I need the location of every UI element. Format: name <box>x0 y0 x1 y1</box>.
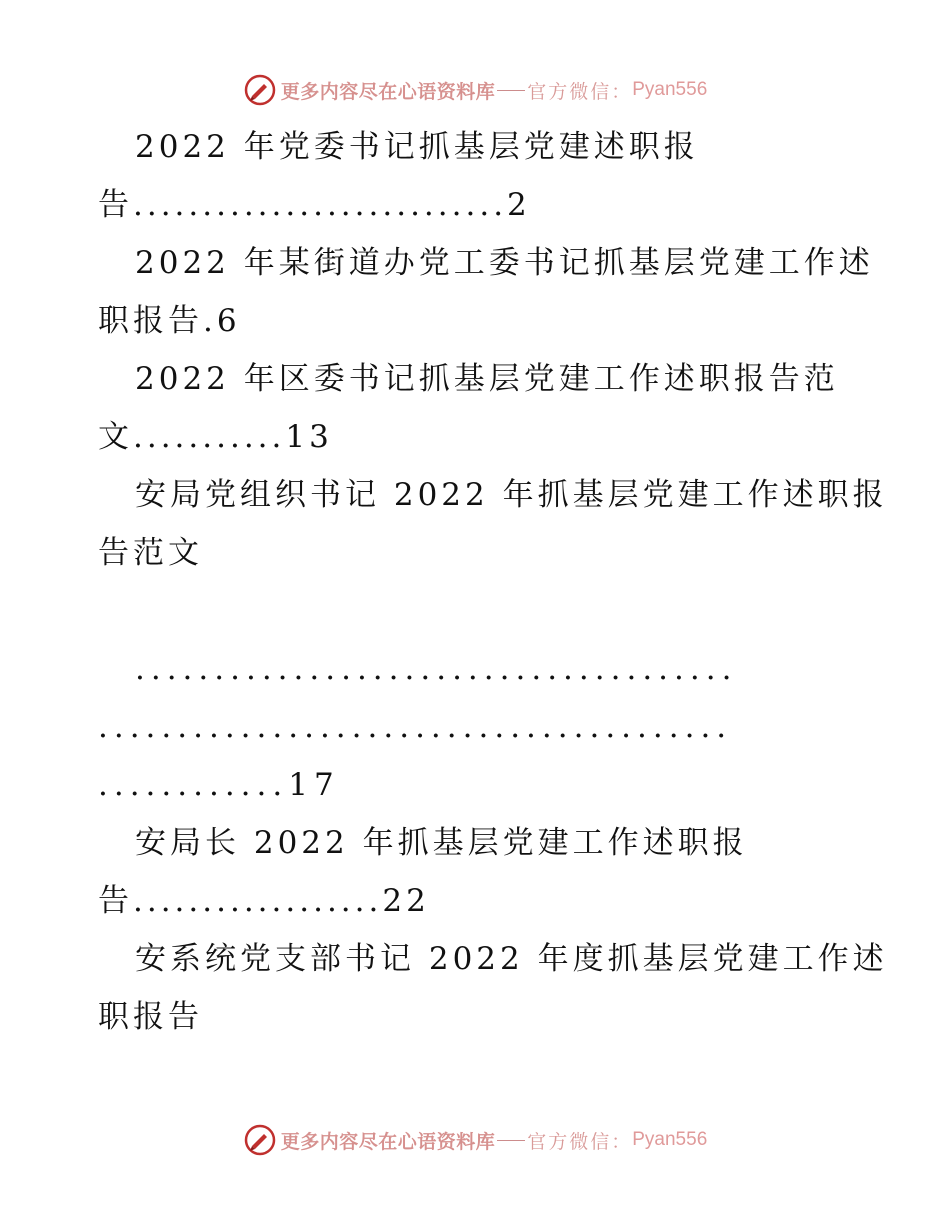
footer-banner <box>0 1120 950 1160</box>
banner-wechat-id: Pyan556 <box>632 1129 708 1150</box>
banner-text: 更多内容尽在心语资料库 <box>280 1130 496 1153</box>
toc-line[interactable]: ............17 <box>98 767 340 803</box>
banner-wechat-label: 官方微信： <box>527 1130 633 1153</box>
banner-wechat-id: Pyan556 <box>632 79 708 100</box>
toc-blank-line <box>98 582 858 640</box>
toc-line[interactable]: 安局长 2022 年抓基层党建工作述职报 <box>135 825 748 861</box>
pen-logo-icon <box>243 1123 277 1157</box>
toc-dot-leader[interactable]: ...................................... <box>135 651 738 687</box>
banner-wechat-label: 官方微信： <box>527 80 633 103</box>
banner-dash <box>497 1140 525 1141</box>
banner-text: 更多内容尽在心语资料库 <box>280 80 496 103</box>
toc-line[interactable]: 2022 年某街道办党工委书记抓基层党建工作述 <box>135 245 874 281</box>
toc-line[interactable]: 安系统党支部书记 2022 年度抓基层党建工作述 <box>135 941 888 977</box>
toc-line[interactable]: 文...........13 <box>98 419 333 455</box>
toc-line[interactable]: 告...........................2 <box>98 187 531 223</box>
toc-line[interactable]: 安局党组织书记 2022 年抓基层党建工作述职报 <box>135 477 888 513</box>
toc-line[interactable]: 职报告.6 <box>98 303 241 339</box>
toc-line[interactable]: 告..................22 <box>98 883 430 919</box>
toc-line[interactable]: 2022 年区委书记抓基层党建工作述职报告范 <box>135 361 839 397</box>
table-of-contents <box>98 118 888 1046</box>
toc-line[interactable]: 2022 年党委书记抓基层党建述职报 <box>135 129 699 165</box>
header-banner <box>0 70 950 110</box>
banner-dash <box>497 90 525 91</box>
toc-line[interactable]: 告范文 <box>98 535 203 571</box>
pen-logo-icon <box>243 73 277 107</box>
toc-line[interactable]: 职报告 <box>98 999 203 1035</box>
toc-dot-leader[interactable]: ........................................ <box>98 709 733 745</box>
